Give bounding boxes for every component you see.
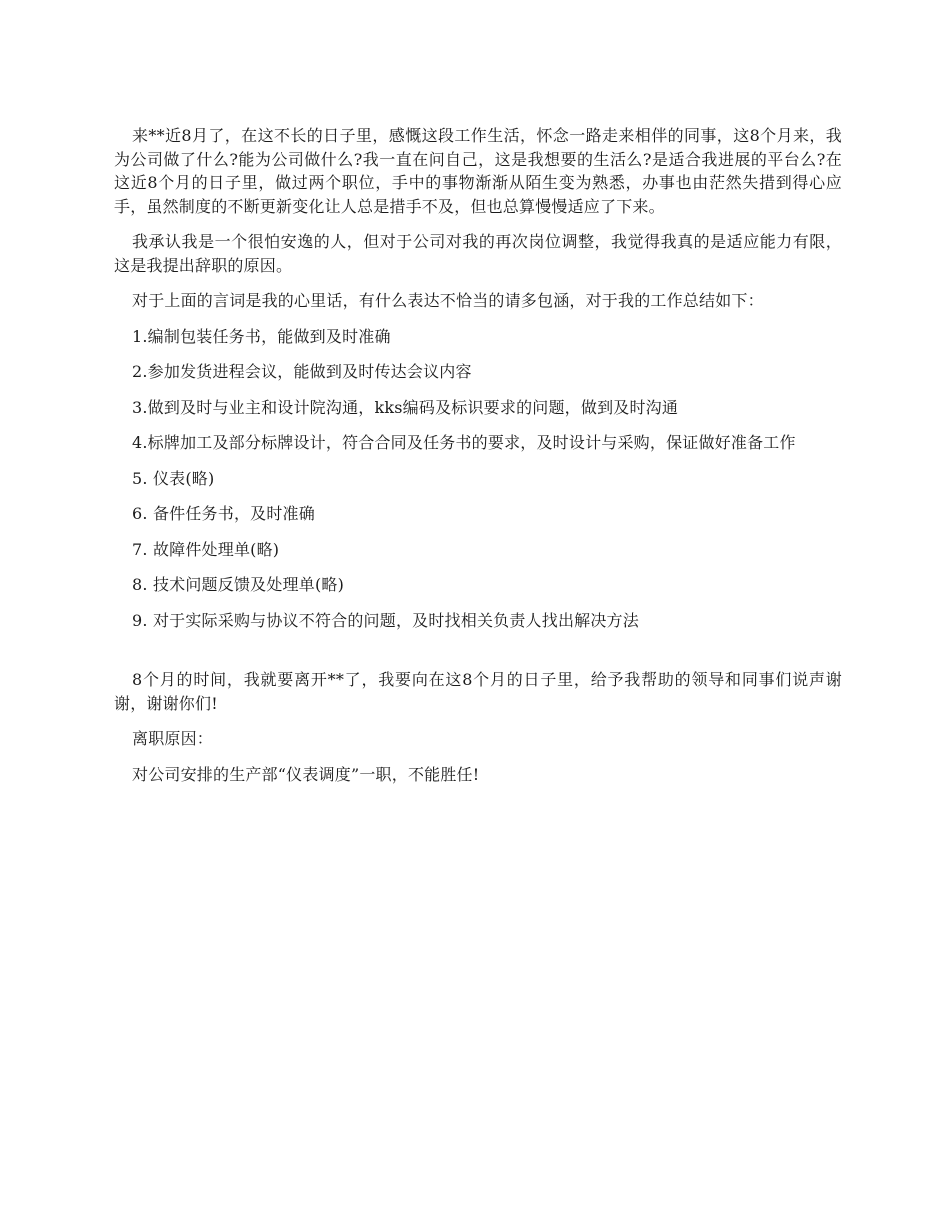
reason-label: 离职原因： bbox=[132, 729, 214, 748]
section-spacer bbox=[114, 644, 842, 668]
intro-paragraph-3: 对于上面的言词是我的心里话，有什么表达不恰当的请多包涵，对于我的工作总结如下： bbox=[132, 291, 764, 310]
list-item: 4.标牌加工及部分标牌设计，符合合同及任务书的要求，及时设计与采购，保证做好准备工作 bbox=[132, 433, 796, 452]
list-item: 2.参加发货进程会议，能做到及时传达会议内容 bbox=[132, 362, 472, 381]
list-item: 7. 故障件处理单(略) bbox=[132, 539, 280, 559]
work-summary-list bbox=[114, 325, 842, 633]
intro-paragraph-1: 来**近8月了，在这不长的日子里，感慨这段工作生活，怀念一路走来相伴的同事，这8个月来，我为公司做了什么?能为公司做什么?我一直在问自己，这是我想要的生活么?是适合我进展的平台么?在这近8个月的日子里，做过两个职位，手中的事物渐渐从陌生变为熟悉，办事也由茫然失措到得心应手，虽然制度的不断更新变化让人总是措手不及，但也总算慢慢适应了下来。 bbox=[114, 126, 842, 216]
list-item: 6. 备件任务书，及时准确 bbox=[132, 504, 315, 523]
list-item: 8. 技术问题反馈及处理单(略) bbox=[132, 575, 345, 594]
list-item: 1.编制包装任务书，能做到及时准确 bbox=[132, 326, 391, 346]
list-item: 5. 仪表(略) bbox=[132, 468, 215, 488]
closing-paragraph: 8个月的时间，我就要离开**了，我要向在这8个月的日子里，给予我帮助的领导和同事们说声谢谢，谢谢你们! bbox=[114, 670, 842, 713]
document-page bbox=[114, 124, 842, 798]
list-item: 3.做到及时与业主和设计院沟通，kks编码及标识要求的问题，做到及时沟通 bbox=[132, 397, 679, 417]
list-item: 9. 对于实际采购与协议不符合的问题，及时找相关负责人找出解决方法 bbox=[132, 610, 639, 630]
reason-text: 对公司安排的生产部“仪表调度”一职，不能胜任! bbox=[132, 764, 480, 784]
intro-paragraph-2: 我承认我是一个很怕安逸的人，但对于公司对我的再次岗位调整，我觉得我真的是适应能力有限，这是我提出辞职的原因。 bbox=[114, 232, 842, 275]
